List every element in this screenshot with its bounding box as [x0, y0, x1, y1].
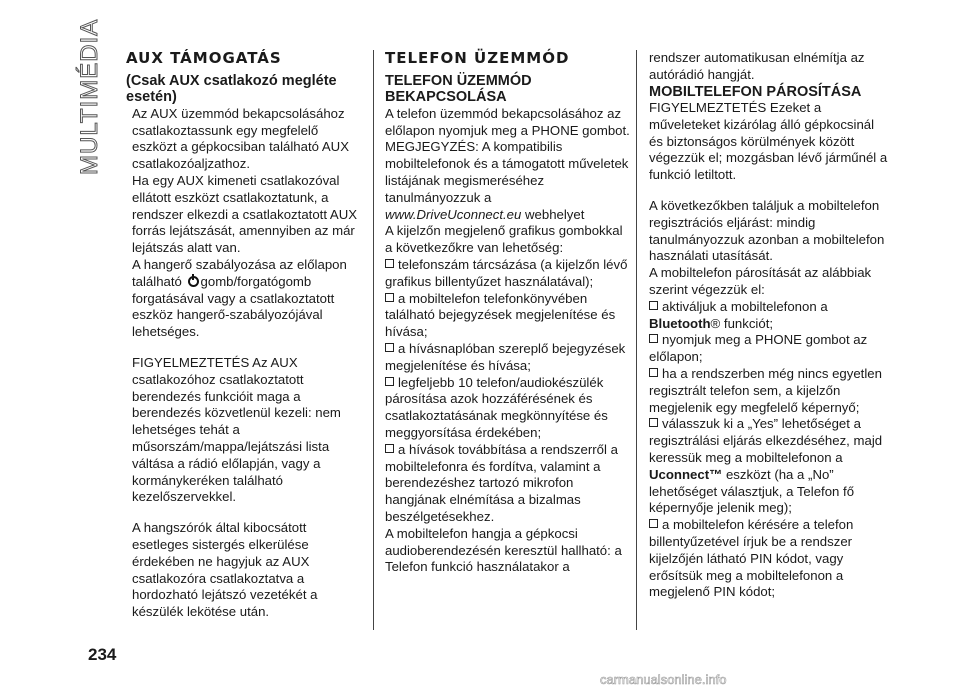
paragraph: A következőkben találjuk a mobiltelefon regisztrációs eljárást: mindig tanulmányozzuk azonban a mobiltelefon használati utasítását. [649, 198, 885, 264]
paragraph-text: gomb/forgatógomb forgatásával vagy a csatlakoztatott eszköz hangerő-szabályozójával lehetséges. [132, 273, 335, 340]
warning-paragraph: FIGYELMEZTETÉS Ezeket a műveleteket kizárólag álló gépkocsinál és biztonságos körülmények között végezzük el; mozgásban lévő járműnél a funkció letiltott. [649, 100, 888, 183]
list-item-text: aktiváljuk a mobiltelefonon a [662, 298, 828, 314]
column-phone [385, 50, 630, 576]
checkbox-bullet-icon [385, 293, 394, 302]
paragraph: Ha egy AUX kimeneti csatlakozóval ellátott eszközt csatlakoztatunk, a rendszer elkezdi a csatlakoztatott AUX forrás lejátszását, amennyiben az már lejátszás alatt van. [132, 172, 358, 256]
list-item [649, 416, 889, 517]
paragraph: A hangszórók által kibocsátott esetleges sistergés elkerülése érdekében ne hagyjuk az AUX csatlakozóra csatlakoztatva a hordozható lejátszó vezetékét a készülék lekötése után. [132, 520, 318, 620]
subheading-phone-pairing: MOBILTELEFON PÁROSÍTÁSA [649, 83, 862, 100]
column-pairing [649, 50, 889, 601]
checkbox-bullet-icon [385, 259, 394, 268]
bluetooth-term: Bluetooth [649, 315, 711, 331]
uconnect-term: Uconnect™ [649, 466, 723, 482]
list-item-text: eszközt (ha a „No” lehetőséget választjuk, a Telefon fő képernyője jelenik meg); [649, 466, 855, 516]
paragraph: Az AUX üzemmód bekapcsolásához csatlakoztassunk egy megfelelő eszközt a gépkocsiban található AUX csatlakozóaljzathoz. [132, 105, 349, 172]
volume-knob-icon [188, 276, 199, 287]
paragraph-text: webhelyet [525, 206, 585, 222]
paragraph: A kijelzőn megjelenő grafikus gombokkal a következőkre van lehetőség: [385, 223, 623, 256]
heading-aux: AUX TÁMOGATÁS [126, 49, 282, 67]
paragraph: A mobiltelefon hangja a gépkocsi audioberendezésén keresztül hallható: a Telefon funkció használatakor a [385, 525, 622, 575]
paragraph-text: A hangerő szabályozása az előlapon található [132, 256, 347, 289]
paragraph [385, 139, 630, 223]
checkbox-bullet-icon [649, 301, 658, 310]
page-number: 234 [88, 645, 117, 664]
watermark: carmanualsonline.info [600, 672, 727, 687]
website-link[interactable]: www.DriveUconnect.eu [385, 206, 522, 222]
list-item-text: telefonszám tárcsázása (a kijelzőn lévő grafikus billentyűzet használatával); [385, 256, 628, 289]
checkbox-bullet-icon [385, 343, 394, 352]
list-item-text: a mobiltelefon kérésére a telefon billentyűzetével írjuk be a rendszer kijelzőjén látható PIN kódot, vagy erősítsük meg a mobiltelefonon a megjelenő PIN kódot; [649, 517, 854, 600]
list-item [385, 442, 630, 526]
subheading-aux: (Csak AUX csatlakozó megléte esetén) [126, 72, 337, 106]
list-item [385, 341, 630, 375]
list-item-text: legfeljebb 10 telefon/audiokészülék párosítása azok hozzáférésének és csatlakoztatásának megkönnyítése és meggyorsítása érdekében; [385, 374, 608, 440]
list-item [649, 299, 889, 333]
column-divider [373, 50, 374, 630]
list-item-text: ® funkciót; [710, 315, 774, 331]
paragraph [126, 257, 366, 341]
paragraph: A telefon üzemmód bekapcsolásához az előlapon nyomjuk meg a PHONE gombot. [385, 105, 630, 138]
list-item-text: a hívásnaplóban szereplő bejegyzések megjelenítése és hívása; [385, 340, 626, 373]
paragraph: A mobiltelefon párosítását az alábbiak szerint végezzük el: [649, 265, 872, 298]
list-item [649, 517, 889, 601]
checkbox-bullet-icon [649, 334, 658, 343]
list-item [385, 375, 630, 442]
list-item [649, 332, 889, 366]
list-item-text: a hívások továbbítása a rendszerről a mobiltelefonra és fordítva, valamint a berendezéshez tartozó mikrofon hangjának elnémítása a bizalmas beszélgetésekhez. [385, 441, 618, 524]
checkbox-bullet-icon [649, 418, 658, 427]
checkbox-bullet-icon [385, 444, 394, 453]
paragraph-text: MEGJEGYZÉS: A kompatibilis mobiltelefonok és a támogatott műveletek listájának megismeréséhez tanulmányozzuk a [385, 139, 629, 205]
checkbox-bullet-icon [649, 368, 658, 377]
list-item-text: a mobiltelefon telefonkönyvében található bejegyzések megjelenítése és hívása; [385, 290, 616, 340]
list-item [385, 291, 630, 341]
checkbox-bullet-icon [385, 377, 394, 386]
list-item-text: válasszuk ki a „Yes” lehetőséget a regisztrálási eljárás elkezdéséhez, majd keressük meg a mobiltelefonon a [649, 416, 883, 466]
warning-paragraph: FIGYELMEZTETÉS Az AUX csatlakozóhoz csatlakoztatott berendezés funkcióit maga a berendezés közvetlenül kezeli: nem lehetséges tehát a műsorszám/mappa/lejátszási lista váltása a rádió előlapján, vagy a kormánykeréken található kezelőszervekkel. [132, 354, 341, 505]
list-item [385, 257, 630, 291]
list-item [649, 366, 889, 416]
heading-phone-mode: TELEFON ÜZEMMÓD [385, 49, 570, 67]
paragraph: rendszer automatikusan elnémítja az autórádió hangját. [649, 50, 865, 82]
column-aux [126, 50, 366, 621]
list-item-text: nyomjuk meg a PHONE gombot az előlapon; [649, 332, 868, 365]
column-divider [636, 50, 637, 630]
section-side-label: MULTIMÉDIA [76, 18, 103, 175]
subheading-phone-activation: TELEFON ÜZEMMÓD BEKAPCSOLÁSA [385, 72, 532, 106]
checkbox-bullet-icon [649, 519, 658, 528]
list-item-text: ha a rendszerben még nincs egyetlen regisztrált telefon sem, a kijelzőn megjelenik egy megfelelő képernyő; [649, 366, 882, 415]
